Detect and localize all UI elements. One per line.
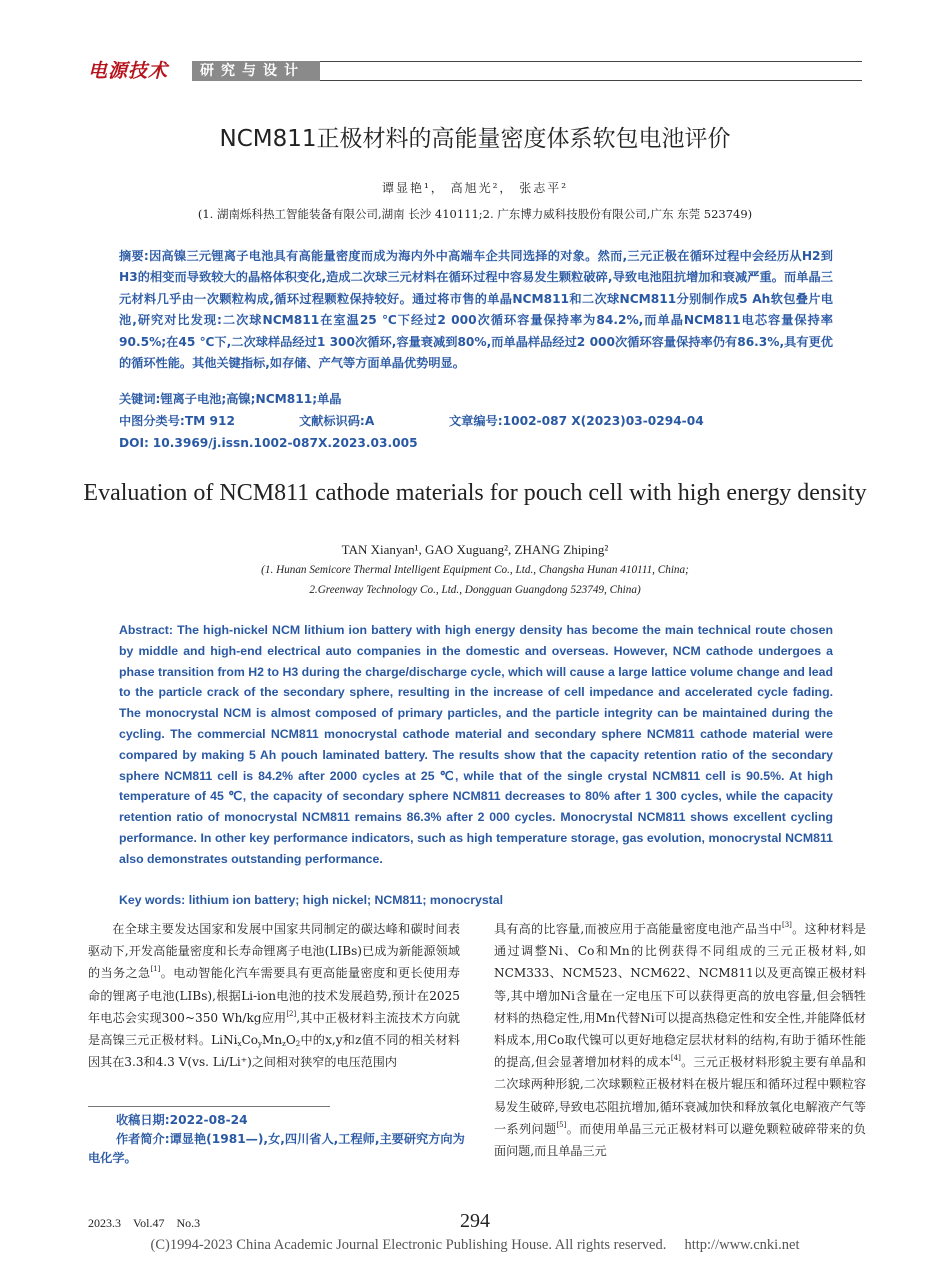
english-abstract-label: Abstract: bbox=[119, 623, 173, 637]
journal-logo: 电源技术 bbox=[88, 60, 169, 82]
english-affiliation-1: (1. Hunan Semicore Thermal Intelligent Equipment Co., Ltd., Changsha Hunan 410111, China; bbox=[261, 564, 689, 576]
citation-5: [5] bbox=[556, 1120, 567, 1129]
english-title: Evaluation of NCM811 cathode materials for pouch cell with high energy density bbox=[83, 480, 867, 506]
header-rule-top bbox=[320, 61, 862, 62]
citation-2: [2] bbox=[286, 1009, 297, 1018]
chinese-keywords: 关键词:锂离子电池;高镍;NCM811;单晶 bbox=[119, 392, 342, 406]
citation-3: [3] bbox=[782, 921, 792, 929]
article-number: 1002-087 X(2023)03-0294-04 bbox=[502, 414, 704, 428]
doi: 10.3969/j.issn.1002-087X.2023.03.005 bbox=[152, 436, 418, 450]
chinese-affiliations: (1. 湖南烁科热工智能装备有限公司,湖南 长沙 410111;2. 广东博力威科技股份有限公司,广东 东莞 523749) bbox=[197, 207, 753, 221]
english-affiliation-2: 2.Greenway Technology Co., Ltd., Dongguan Guangdong 523749, China) bbox=[309, 584, 641, 596]
doi-line: DOI: 10.3969/j.issn.1002-087X.2023.03.005 bbox=[119, 436, 418, 450]
clc-number: TM 912 bbox=[184, 414, 235, 428]
english-authors: TAN Xianyan¹, GAO Xuguang², ZHANG Zhiping² bbox=[341, 542, 609, 557]
header-rule-bottom bbox=[320, 80, 862, 81]
citation-1: [1] bbox=[150, 965, 161, 974]
footnote-rule bbox=[88, 1106, 330, 1107]
chinese-abstract-label: 摘要: bbox=[119, 249, 149, 263]
document-code: A bbox=[364, 414, 375, 428]
body-right-column: 具有高的比容量,而被应用于高能量密度电池产品当中[3]。这种材料是通过调整Ni、Co和Mn的比例获得不同组成的三元正极材料,如NCM333、NCM523、NCM622、NCM811以及更高镍正极材料等,其中增加Ni含量在一定电压下可以获得更高的放电容量,但会牺牲材料的热稳定性,用Mn代替Ni可以提高热稳定性和安全性,并能降低材料成本,用Co取代镍可以更好地稳定层状材料的结构,有助于循环性能的提高,但会显著增加材料的成本[4]。三元正极材料形貌主要有单晶和二次球两种形貌,二次球颗粒正极材料在极片辊压和循环过程中颗粒容易发生破碎,导致电芯阻抗增加,循环衰减加快和释放氧化电解液产气等一系列问题[5]。而使用单晶三元正极材料可以避免颗粒破碎带来的负面问题,而且单晶三元 bbox=[494, 921, 866, 1159]
english-keywords: Key words: lithium ion battery; high nickel; NCM811; monocrystal bbox=[119, 893, 504, 907]
author-bio: 作者简介:谭显艳(1981—),女,四川省人,工程师,主要研究方向为电化学。 bbox=[88, 1132, 465, 1165]
copyright-notice: (C)1994-2023 China Academic Journal Electronic Publishing House. All rights reserved. http://www.cnki.net bbox=[150, 1237, 800, 1253]
journal-header bbox=[88, 61, 862, 81]
chinese-authors: 谭显艳¹， 高旭光²， 张志平² bbox=[381, 181, 569, 195]
section-label: 研究与设计 bbox=[192, 61, 320, 81]
english-abstract bbox=[119, 620, 833, 870]
issue-info: 2023.3 Vol.47 No.3 bbox=[88, 1216, 201, 1230]
chinese-abstract-text: 因高镍三元锂离子电池具有高能量密度而成为海内外中高端车企共同选择的对象。然而,三元正极在循环过程中会经历从H2到H3的相变而导致较大的晶格体积变化,造成二次球三元材料在循环过程中容易发生颗粒破碎,导致电池阻抗增加和衰减严重。而单晶三元材料几乎由一次颗粒构成,循环过程颗粒保持较好。通过将市售的单晶NCM811和二次球NCM811分别制作成5 Ah软包叠片电池,研究对比发现:二次球NCM811在室温25 ℃下经过2 000次循环容量保持率为84.2%,而单晶NCM811电芯容量保持率90.5%;在45 ℃下,二次球样品经过1 300次循环,容量衰减到80%,而单晶样品经过2 000次循环容量保持率仍有86.3%,具有更优的循环性能。其他关键指标,如存储、产气等方面单晶优势明显。 bbox=[119, 249, 833, 371]
received-date: 收稿日期:2022-08-24 bbox=[116, 1113, 248, 1127]
body-left-column: 在全球主要发达国家和发展中国家共同制定的碳达峰和碳时间表驱动下,开发高能量密度和长寿命锂离子电池(LIBs)已成为新能源领域的当务之急[1]。电动智能化汽车需要具有更高能量密度和更长使用寿命的锂离子电池(LIBs),根据Li-ion电池的技术发展趋势,预计在2025年电芯会实现300~350 Wh/kg应用[2],其中正极材料主流技术方向就是高镍三元正极材料。$LiNi_xCo_yMn_zO_2$中的x,y和z值不同的相关材料因其在3.3和4.3 V(vs. Li/Li⁺)之间相对狭窄的电压范围内 bbox=[88, 922, 460, 1070]
english-abstract-text: The high-nickel NCM lithium ion battery with high energy density has become the main technical route chosen by middle and high-end electrical auto companies in the domestic and overseas. However, NCM cathode undergoes a phase transition from H2 to H3 during the charge/discharge cycle, which will cause a large lattice volume change and lead to the particle crack of the secondary sphere, resulting in the increase of cell impedance and accelerated cycle fading. The monocrystal NCM is almost composed of primary particles, and the particle integrity can be maintained during the cycling. The commercial NCM811 monocrystal cathode material and secondary sphere NCM811 cathode material were compared by making 5 Ah pouch laminated battery. The results show that the capacity retention ratio of the secondary sphere NCM811 cell is 84.2% after 2000 cycles at 25 ℃, while that of the single crystal NCM811 cell is 90.5%. At high temperature of 45 ℃, the capacity of secondary sphere NCM811 decreases to 80% after 1 300 cycles, while the capacity retention ratio of monocrystal NCM811 remains 86.3% after 2 000 cycles. Monocrystal NCM811 shows excellent cycling performance. In other key performance indicators, such as high temperature storage, gas evolution, monocrystal NCM811 also demonstrates outstanding performance. bbox=[119, 623, 833, 866]
classification-line: 中图分类号:TM 912 文献标识码:A 文章编号:1002-087 X(2023)03-0294-04 bbox=[119, 414, 704, 428]
page-number: 294 bbox=[460, 1210, 490, 1232]
citation-4: [4] bbox=[670, 1054, 681, 1063]
chinese-abstract bbox=[119, 246, 833, 374]
chinese-title: NCM811正极材料的高能量密度体系软包电池评价 bbox=[219, 126, 731, 152]
